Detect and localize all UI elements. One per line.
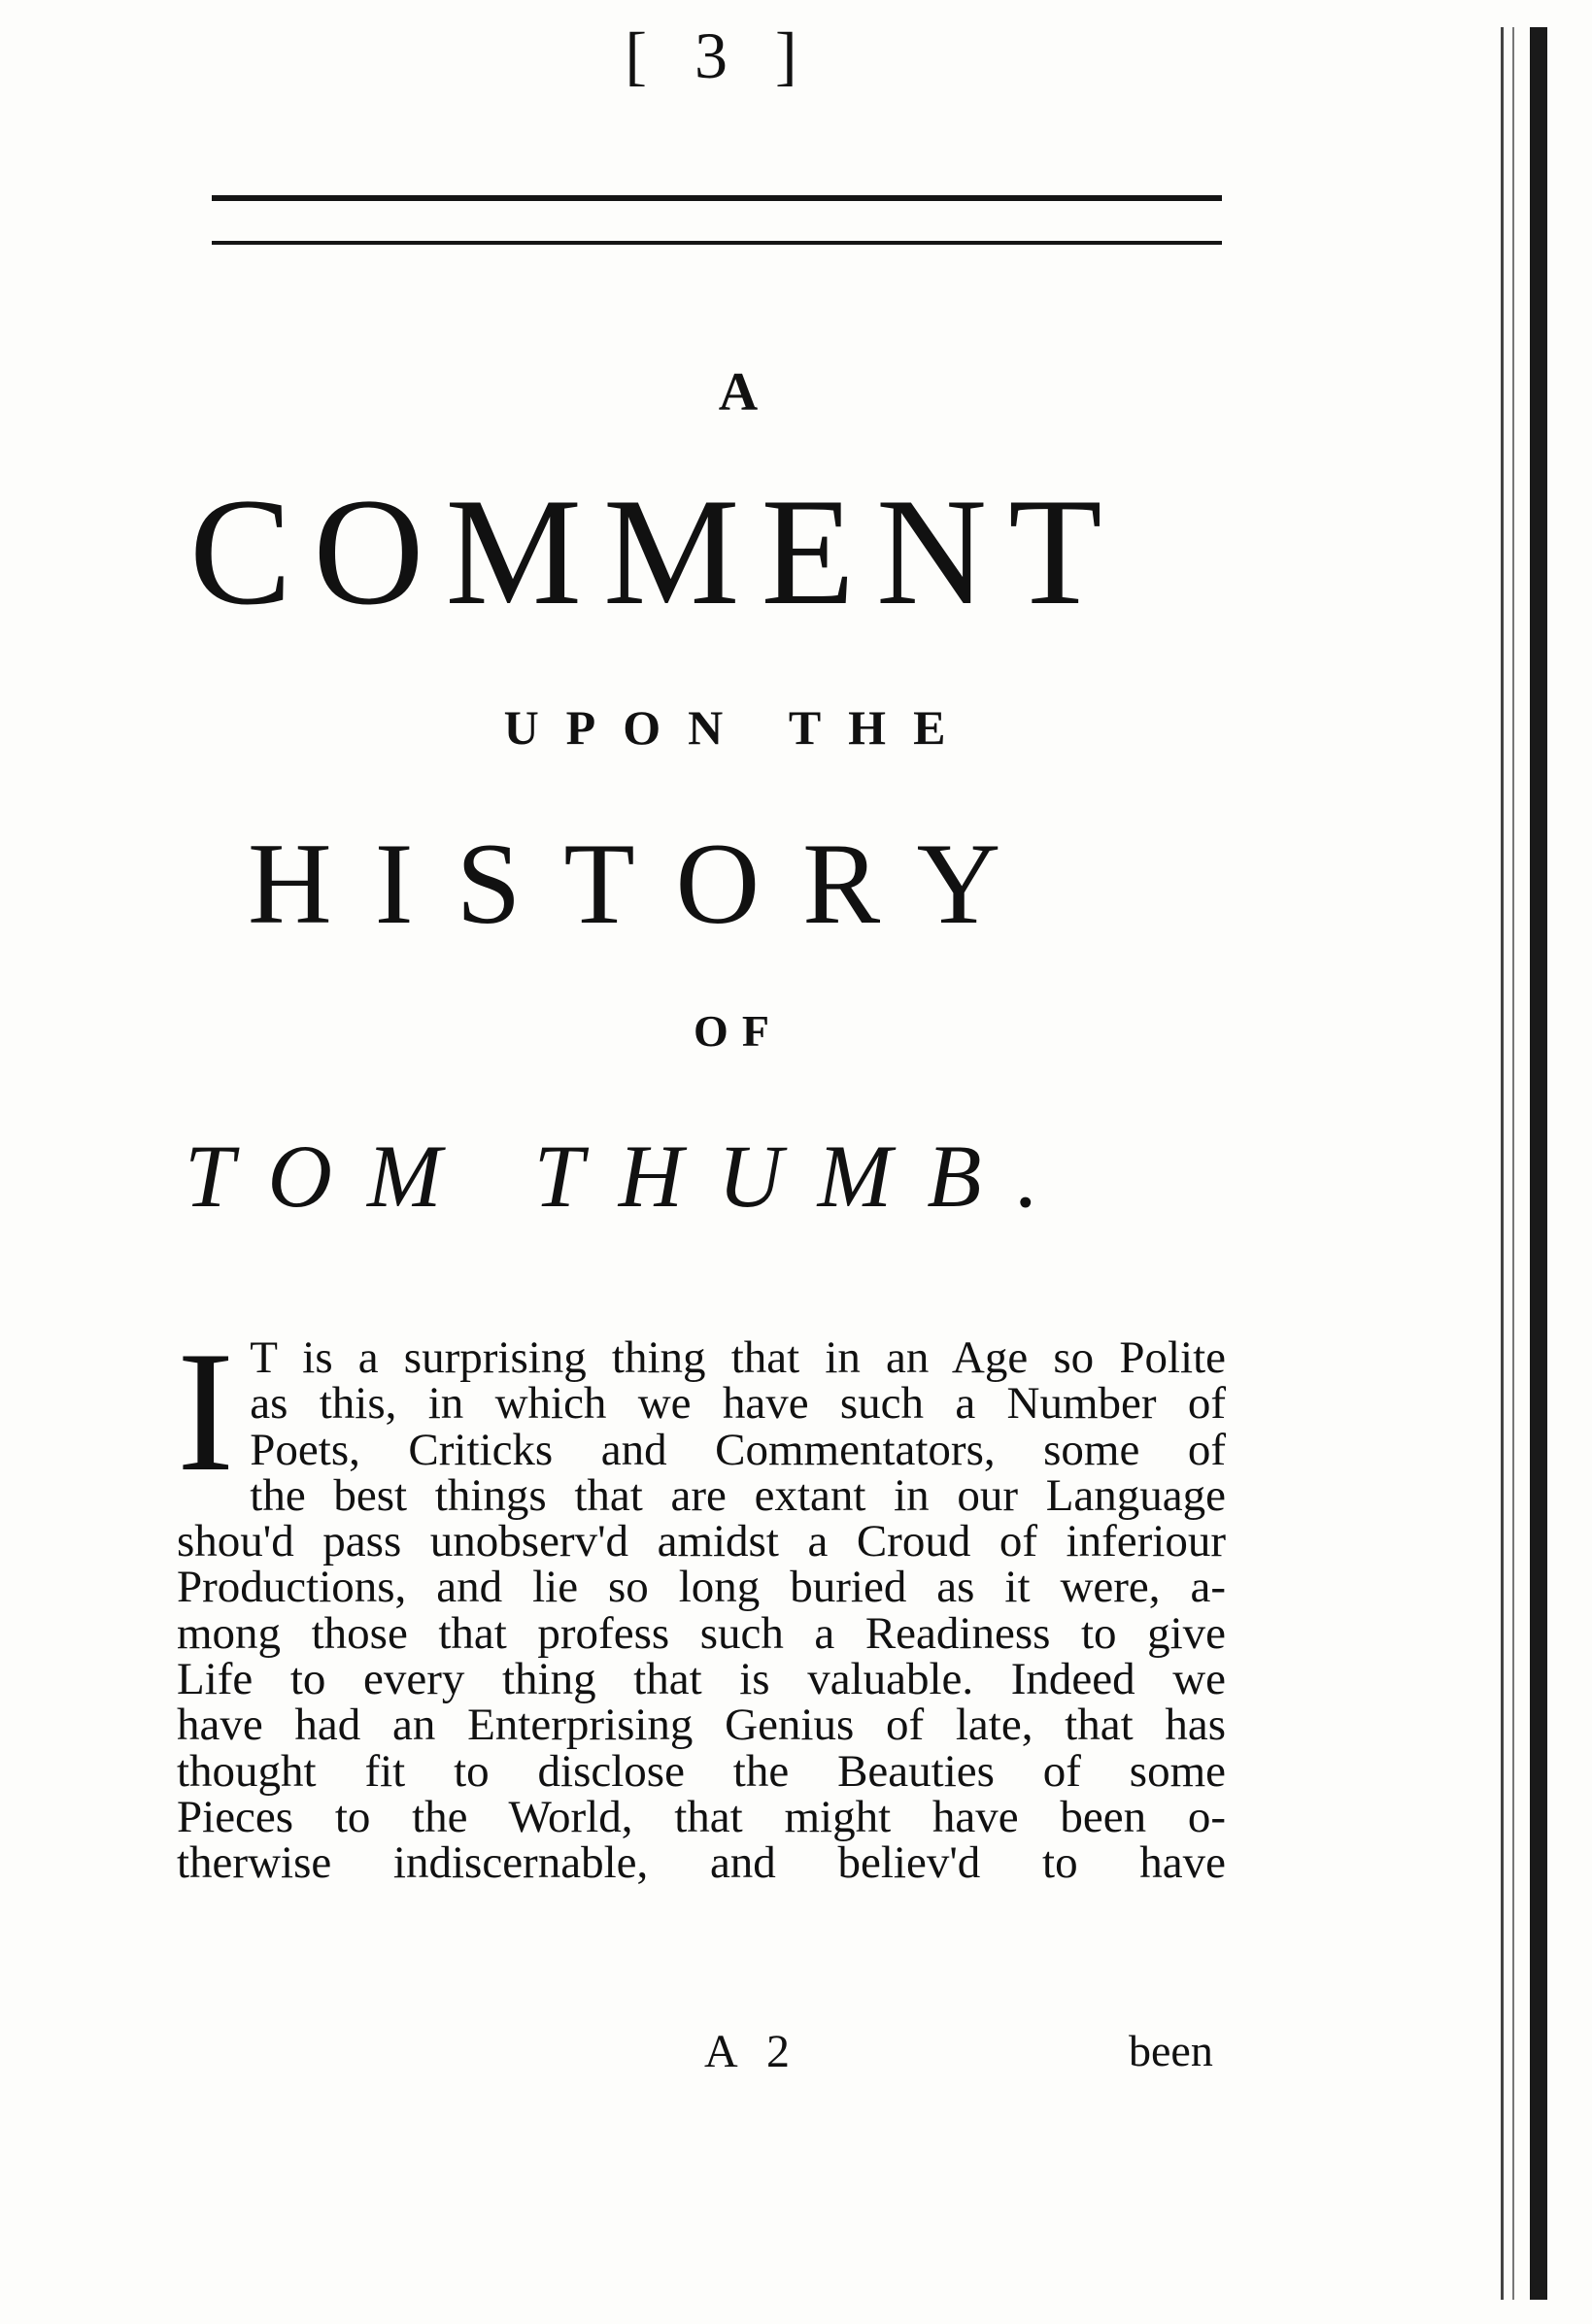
title-tom-thumb: TOM THUMB.	[185, 1127, 1074, 1226]
header-rule-bottom	[212, 241, 1222, 245]
title-upon-the: UPON THE	[503, 700, 973, 755]
body-paragraph	[177, 1315, 1226, 1889]
body-line: shou'd pass unobserv'd amidst a Croud of inferiour	[177, 1516, 1226, 1567]
body-line: thought fit to disclose the Beauties of some	[177, 1745, 1226, 1797]
body-line: Pieces to the World, that might have been o-	[177, 1791, 1226, 1842]
body-line: mong those that profess such a Readiness to give	[177, 1607, 1226, 1659]
signature-mark: A 2	[704, 2026, 800, 2077]
body-line: Poets, Criticks and Commentators, some of	[250, 1424, 1226, 1475]
body-line: have had an Enterprising Genius of late, that has	[177, 1700, 1226, 1751]
title-comment: COMMENT	[189, 467, 1124, 637]
body-line: the best things that are extant in our Language	[250, 1469, 1226, 1521]
body-line: therwise indiscernable, and believ'd to have	[177, 1837, 1226, 1889]
title-history: HISTORY	[248, 819, 1044, 948]
drop-cap: I	[177, 1315, 235, 1507]
header-rule-top	[212, 195, 1222, 201]
title-of: OF	[694, 1006, 783, 1056]
binding-edge	[1501, 27, 1549, 2300]
title-article: A	[718, 362, 759, 422]
body-line: as this, in which we have such a Number of	[250, 1378, 1226, 1430]
catchword: been	[1129, 2026, 1213, 2075]
body-line: Life to every thing that is valuable. Indeed we	[177, 1654, 1226, 1705]
page-number: [ 3 ]	[625, 18, 813, 92]
body-line: Productions, and lie so long buried as it were, a-	[177, 1562, 1226, 1613]
body-line: T is a surprising thing that in an Age so Polite	[250, 1332, 1226, 1383]
